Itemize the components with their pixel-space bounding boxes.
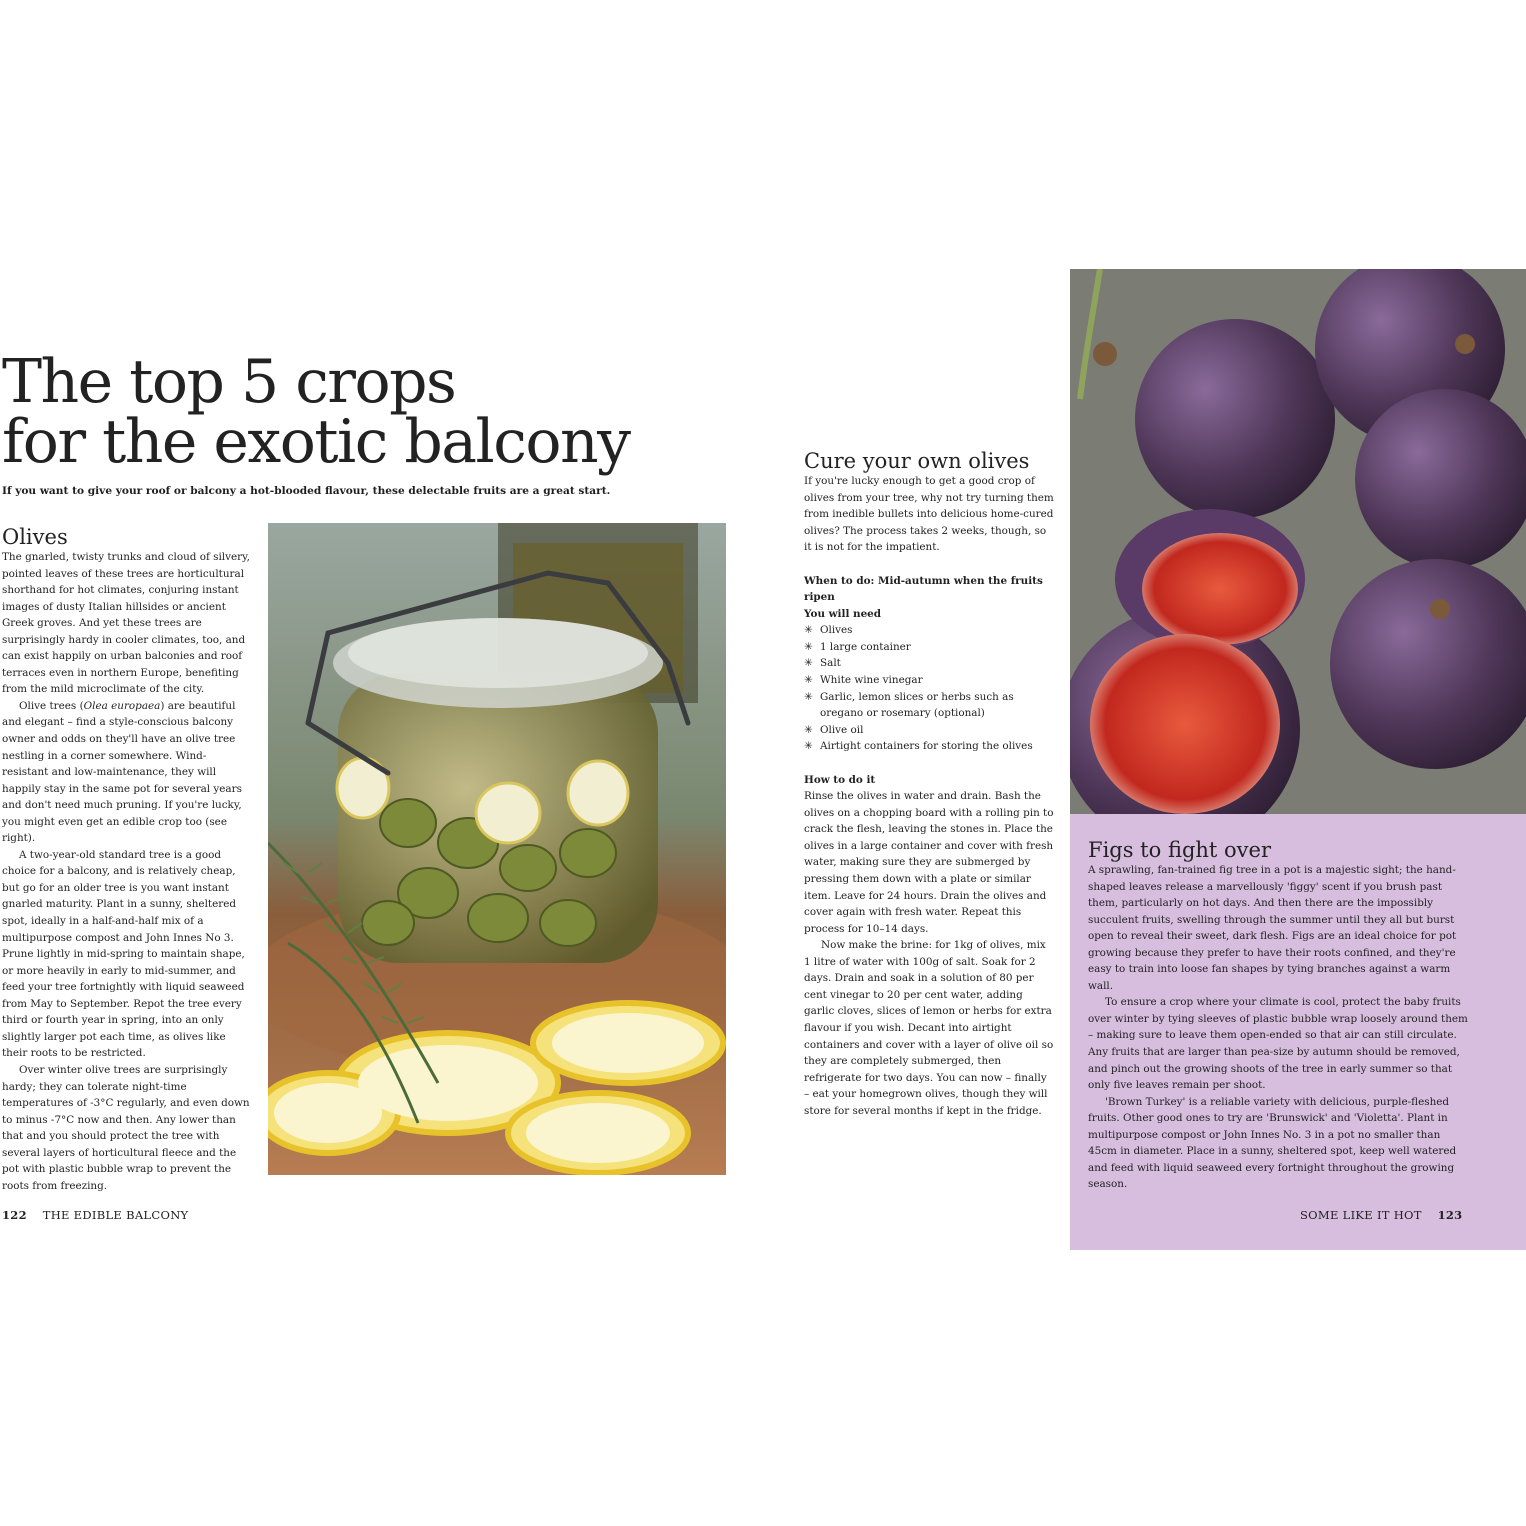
how-to-paragraph: Rinse the olives in water and drain. Bash the olives on a chopping board with a rolling pin to crack the flesh, leaving the stones in. Place the olives in a large container and cover with fresh water, making sure they are submerged by pressing them down with a plate or similar item. Leave for 24 hours. Drain the olives and cover again with fresh water. Repeat this process for 10–14 days. <box>804 790 1054 935</box>
how-to-label: How to do it <box>804 773 876 786</box>
cure-body <box>804 473 1054 1119</box>
cure-heading: Cure your own olives <box>804 449 1030 473</box>
left-folio <box>2 1208 188 1222</box>
list-item: ✳ Salt <box>804 655 1054 672</box>
figs-paragraph: To ensure a crop where your climate is cool, protect the baby fruits over winter by tying sleeves of plastic bubble wrap loosely around them – making sure to leave them open-ended so that air can still circulate. Any fruits that are larger than pea-size by autumn should be removed, and pinch out the growing shoots of the tree in early summer so that only five leaves remain per shoot. <box>1088 996 1468 1092</box>
when-to-do: When to do: Mid-autumn when the fruits ripen <box>804 574 1043 604</box>
asterisk-bullet-icon: ✳ <box>804 657 813 670</box>
olives-paragraph: Olive trees (Olea europaea) are beautiful and elegant – find a style-conscious balcony owner and odds on they'll have an olive tree nestling in a corner somewhere. Wind-resistant and low-maintenance, they will happily stay in the same pot for several years and don't need much pruning. If you're lucky, you might even get an edible crop too (see right). <box>2 699 242 845</box>
page-title <box>2 347 642 477</box>
intro-text: If you want to give your roof or balcony a hot-blooded flavour, these delectable fruits are a great start. <box>2 485 611 497</box>
title-line-2: for the exotic balcony <box>2 407 630 477</box>
list-item: ✳ Garlic, lemon slices or herbs such as oregano or rosemary (optional) <box>804 690 1014 720</box>
latin-name: Olea europaea <box>83 699 161 712</box>
figs-heading: Figs to fight over <box>1088 838 1272 862</box>
asterisk-bullet-icon: ✳ <box>804 640 813 653</box>
figs-illustration <box>1070 269 1526 814</box>
asterisk-bullet-icon: ✳ <box>804 690 813 703</box>
list-item: ✳ 1 large container <box>804 639 1054 656</box>
figs-paragraph: 'Brown Turkey' is a reliable variety with delicious, purple-fleshed fruits. Other good ones to try are 'Brunswick' and 'Violetta'. Plant in multipurpose compost or John Innes No. 3 in a pot no smaller than 45cm in diameter. Place in a sunny, sheltered spot, keep well watered and feed with liquid seaweed every fortnight throughout the growing season. <box>1088 1095 1457 1191</box>
asterisk-bullet-icon: ✳ <box>804 674 813 687</box>
you-will-need-label: You will need <box>804 607 882 620</box>
list-item: ✳ Olives <box>804 622 1054 639</box>
running-head-left: THE EDIBLE BALCONY <box>42 1208 189 1222</box>
olive-jar-illustration <box>268 523 726 1175</box>
page-number-right: 123 <box>1437 1208 1463 1222</box>
how-to-paragraph: Now make the brine: for 1kg of olives, mix 1 litre of water with 100g of salt. Soak for 2 days. Drain and soak in a solution of 80 per cent vinegar to 20 per cent water, adding garlic cloves, slices of lemon or herbs for extra flavour if you wish. Decant into airtight containers and cover with a layer of olive oil so they are completely submerged, then refrigerate for two days. You can now – finally – eat your homegrown olives, though they will store for several months if kept in the fridge. <box>804 939 1054 1117</box>
asterisk-bullet-icon: ✳ <box>804 740 813 753</box>
olives-paragraph: The gnarled, twisty trunks and cloud of silvery, pointed leaves of these trees are horticultural shorthand for hot climates, conjuring instant images of dusty Italian hillsides or ancient Greek groves. And yet these trees are surprisingly hardy in cooler climates, too, and can exist happily on urban balconies and roof terraces even in northern Europe, benefiting from the mild microclimate of the city. <box>2 551 250 696</box>
list-item: ✳ Olive oil <box>804 722 1054 739</box>
olives-heading: Olives <box>2 525 68 549</box>
figs-paragraph: A sprawling, fan-trained fig tree in a pot is a majestic sight; the hand-shaped leaves release a marvellously 'figgy' scent if you brush past them, particularly on hot days. And then there are the impossibly succulent fruits, swelling through the summer until they all but burst open to reveal their sweet, dark flesh. Figs are an ideal choice for pot growing because they prefer to have their roots confined, and they're easy to train into loose fan shapes by tying branches against a warm wall. <box>1088 864 1457 992</box>
asterisk-bullet-icon: ✳ <box>804 624 813 637</box>
running-head-right: SOME LIKE IT HOT <box>1300 1208 1422 1222</box>
cure-intro: If you're lucky enough to get a good crop of olives from your tree, why not try turning them from inedible bullets into delicious home-cured olives? The process takes 2 weeks, though, so it is not for the impatient. <box>804 475 1054 554</box>
title-line-1: The top 5 crops <box>2 347 456 417</box>
olives-paragraph: Over winter olive trees are surprisingly hardy; they can tolerate night-time temperatures of -3°C regularly, and even down to minus -7°C now and then. Any lower than that and you should protect the tree with several layers of horticultural fleece and the pot with plastic bubble wrap to prevent the roots from freezing. <box>2 1063 250 1192</box>
asterisk-bullet-icon: ✳ <box>804 723 813 736</box>
olives-body <box>2 549 250 1194</box>
right-folio <box>1300 1208 1462 1222</box>
olives-paragraph: A two-year-old standard tree is a good choice for a balcony, and is relatively cheap, but go for an older tree is you want instant gnarled maturity. Plant in a sunny, sheltered spot, ideally in a half-and-half mix of a multipurpose compost and John Innes No 3. Prune lightly in mid-spring to maintain shape, or more heavily in early to mid-summer, and feed your tree fortnightly with liquid seaweed from May to September. Repot the tree every third or fourth year in spring, into an only slightly larger pot each time, as olives like their roots to be restricted. <box>2 848 245 1060</box>
figs-body <box>1088 862 1468 1193</box>
olive-jar-photo <box>268 523 726 1175</box>
list-item: ✳ White wine vinegar <box>804 672 1054 689</box>
list-item: ✳ Airtight containers for storing the olives <box>804 738 1054 755</box>
page-number-left: 122 <box>2 1208 27 1222</box>
ingredients-list <box>804 622 1054 754</box>
figs-photo <box>1070 269 1526 814</box>
